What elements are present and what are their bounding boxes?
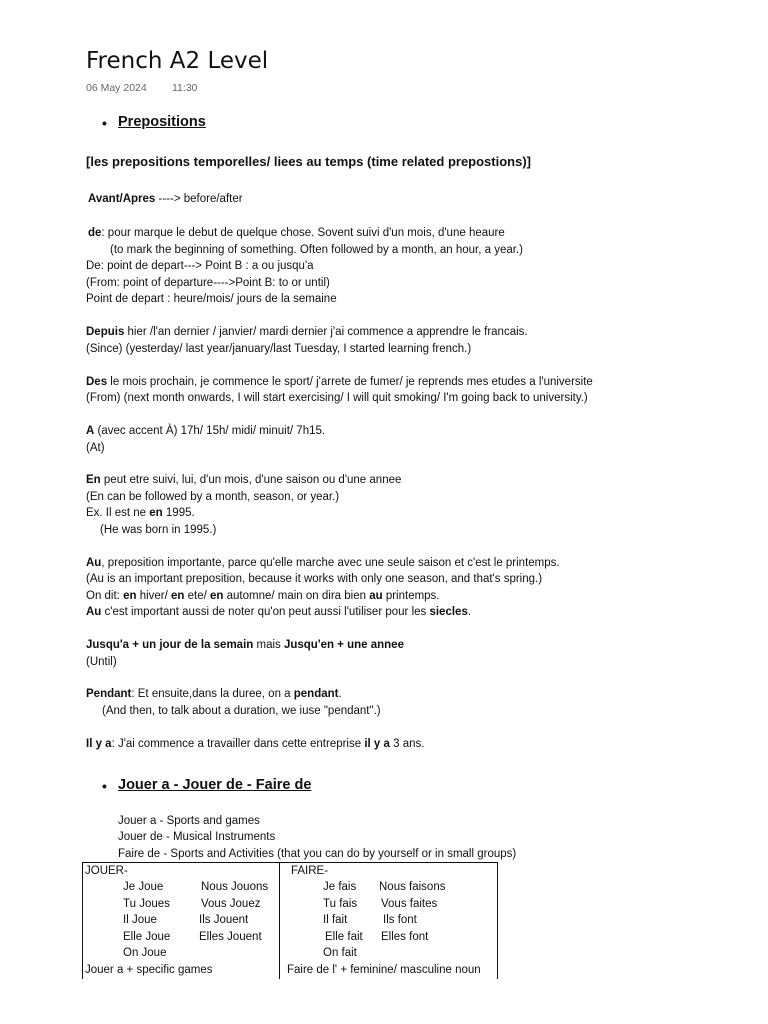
table-cell: Il Joue	[123, 914, 157, 926]
table-divider	[279, 863, 280, 979]
table-cell: Il fait	[323, 914, 348, 926]
table-header-jouer: JOUER-	[85, 865, 128, 877]
line-jouer-a: Jouer a - Sports and games	[118, 815, 260, 827]
line-il-y-a: Il y a: J'ai commence a travailler dans cette entreprise il y a 3 ans.	[86, 738, 425, 750]
line-jusqua-en: (Until)	[86, 656, 117, 668]
table-footer-faire: Faire de l' + feminine/ masculine noun	[287, 964, 481, 976]
line-en-example-en: (He was born in 1995.)	[100, 524, 217, 536]
table-cell: Tu Joues	[123, 898, 170, 910]
table-cell: Elles font	[381, 931, 429, 943]
line-de-4: (From: point of departure---->Point B: to or until)	[86, 277, 330, 289]
table-cell: Elle Joue	[123, 931, 171, 943]
line-en-example: Ex. Il est ne en 1995.	[86, 507, 195, 519]
line-de-5: Point de depart : heure/mois/ jours de la semaine	[86, 293, 337, 305]
table-cell: On fait	[323, 947, 357, 959]
line-en: En peut etre suivi, lui, d'un mois, d'une saison ou d'une annee	[86, 474, 402, 486]
line-de-3: De: point de depart---> Point B : a ou jusqu'a	[86, 260, 314, 272]
table-footer-jouer: Jouer a + specific games	[85, 964, 213, 976]
line-faire-de: Faire de - Sports and Activities (that you can do by yourself or in small groups)	[118, 848, 517, 860]
line-pendant: Pendant: Et ensuite,dans la duree, on a pendant.	[86, 688, 342, 700]
subheading-temporal: [les prepositions temporelles/ liees au temps (time related prepostions)]	[86, 154, 532, 169]
table-cell: On Joue	[123, 947, 167, 959]
table-cell: Vous faites	[381, 898, 438, 910]
line-de: de: pour marque le debut de quelque chose. Sovent suivi d'un mois, d'une heaure	[88, 227, 505, 239]
table-cell: Ils Jouent	[199, 914, 249, 926]
note-date: 06 May 2024	[86, 82, 147, 94]
line-au: Au, preposition importante, parce qu'elle marche avec une seule saison et c'est le printemps.	[86, 557, 560, 569]
table-cell: Nous faisons	[379, 881, 446, 893]
line-depuis: Depuis hier /l'an dernier / janvier/ mardi dernier j'ai commence a apprendre le francais.	[86, 326, 528, 338]
section-heading-prepositions: Prepositions	[118, 114, 206, 130]
line-jouer-de: Jouer de - Musical Instruments	[118, 831, 276, 843]
table-cell: Nous Jouons	[201, 881, 269, 893]
bullet-icon: •	[102, 778, 107, 794]
line-depuis-en: (Since) (yesterday/ last year/january/last Tuesday, I started learning french.)	[86, 343, 472, 355]
table-cell: Tu fais	[323, 898, 358, 910]
table-header-faire: FAIRE-	[291, 865, 329, 877]
table-cell: Ils font	[383, 914, 417, 926]
note-time: 11:30	[172, 82, 198, 94]
line-de-en: (to mark the beginning of something. Often followed by a month, an hour, a year.)	[110, 244, 523, 256]
table-cell: Elle fait	[325, 931, 363, 943]
section-heading-jouer-faire: Jouer a - Jouer de - Faire de	[118, 777, 312, 793]
line-au-en: (Au is an important preposition, because it works with only one season, and that's spring.)	[86, 573, 543, 585]
line-au-siecles: Au c'est important aussi de noter qu'on peut aussi l'utiliser pour les siecles.	[86, 606, 472, 618]
line-a: A (avec accent À) 17h/ 15h/ midi/ minuit/ 7h15.	[86, 425, 326, 437]
line-pendant-en: (And then, to talk about a duration, we iuse "pendant".)	[102, 705, 381, 717]
line-des-en: (From) (next month onwards, I will start exercising/ I will quit smoking/ I'm going back to university.)	[86, 392, 588, 404]
conjugation-table	[82, 862, 498, 979]
table-cell: Je Joue	[123, 881, 164, 893]
line-avant: Avant/Apres ----> before/after	[88, 193, 243, 205]
table-cell: Elles Jouent	[199, 931, 262, 943]
bullet-icon: •	[102, 115, 107, 131]
table-cell: Je fais	[323, 881, 357, 893]
table-cell: Vous Jouez	[201, 898, 261, 910]
line-des: Des le mois prochain, je commence le sport/ j'arrete de fumer/ je reprends mes etudes a l'universite	[86, 376, 593, 388]
line-a-en: (At)	[86, 442, 105, 454]
line-jusqua: Jusqu'a + un jour de la semain mais Jusqu'en + une annee	[86, 639, 404, 651]
page-title: French A2 Level	[86, 48, 269, 74]
line-en-en: (En can be followed by a month, season, or year.)	[86, 491, 340, 503]
line-on-dit: On dit: en hiver/ en ete/ en automne/ main on dira bien au printemps.	[86, 590, 440, 602]
